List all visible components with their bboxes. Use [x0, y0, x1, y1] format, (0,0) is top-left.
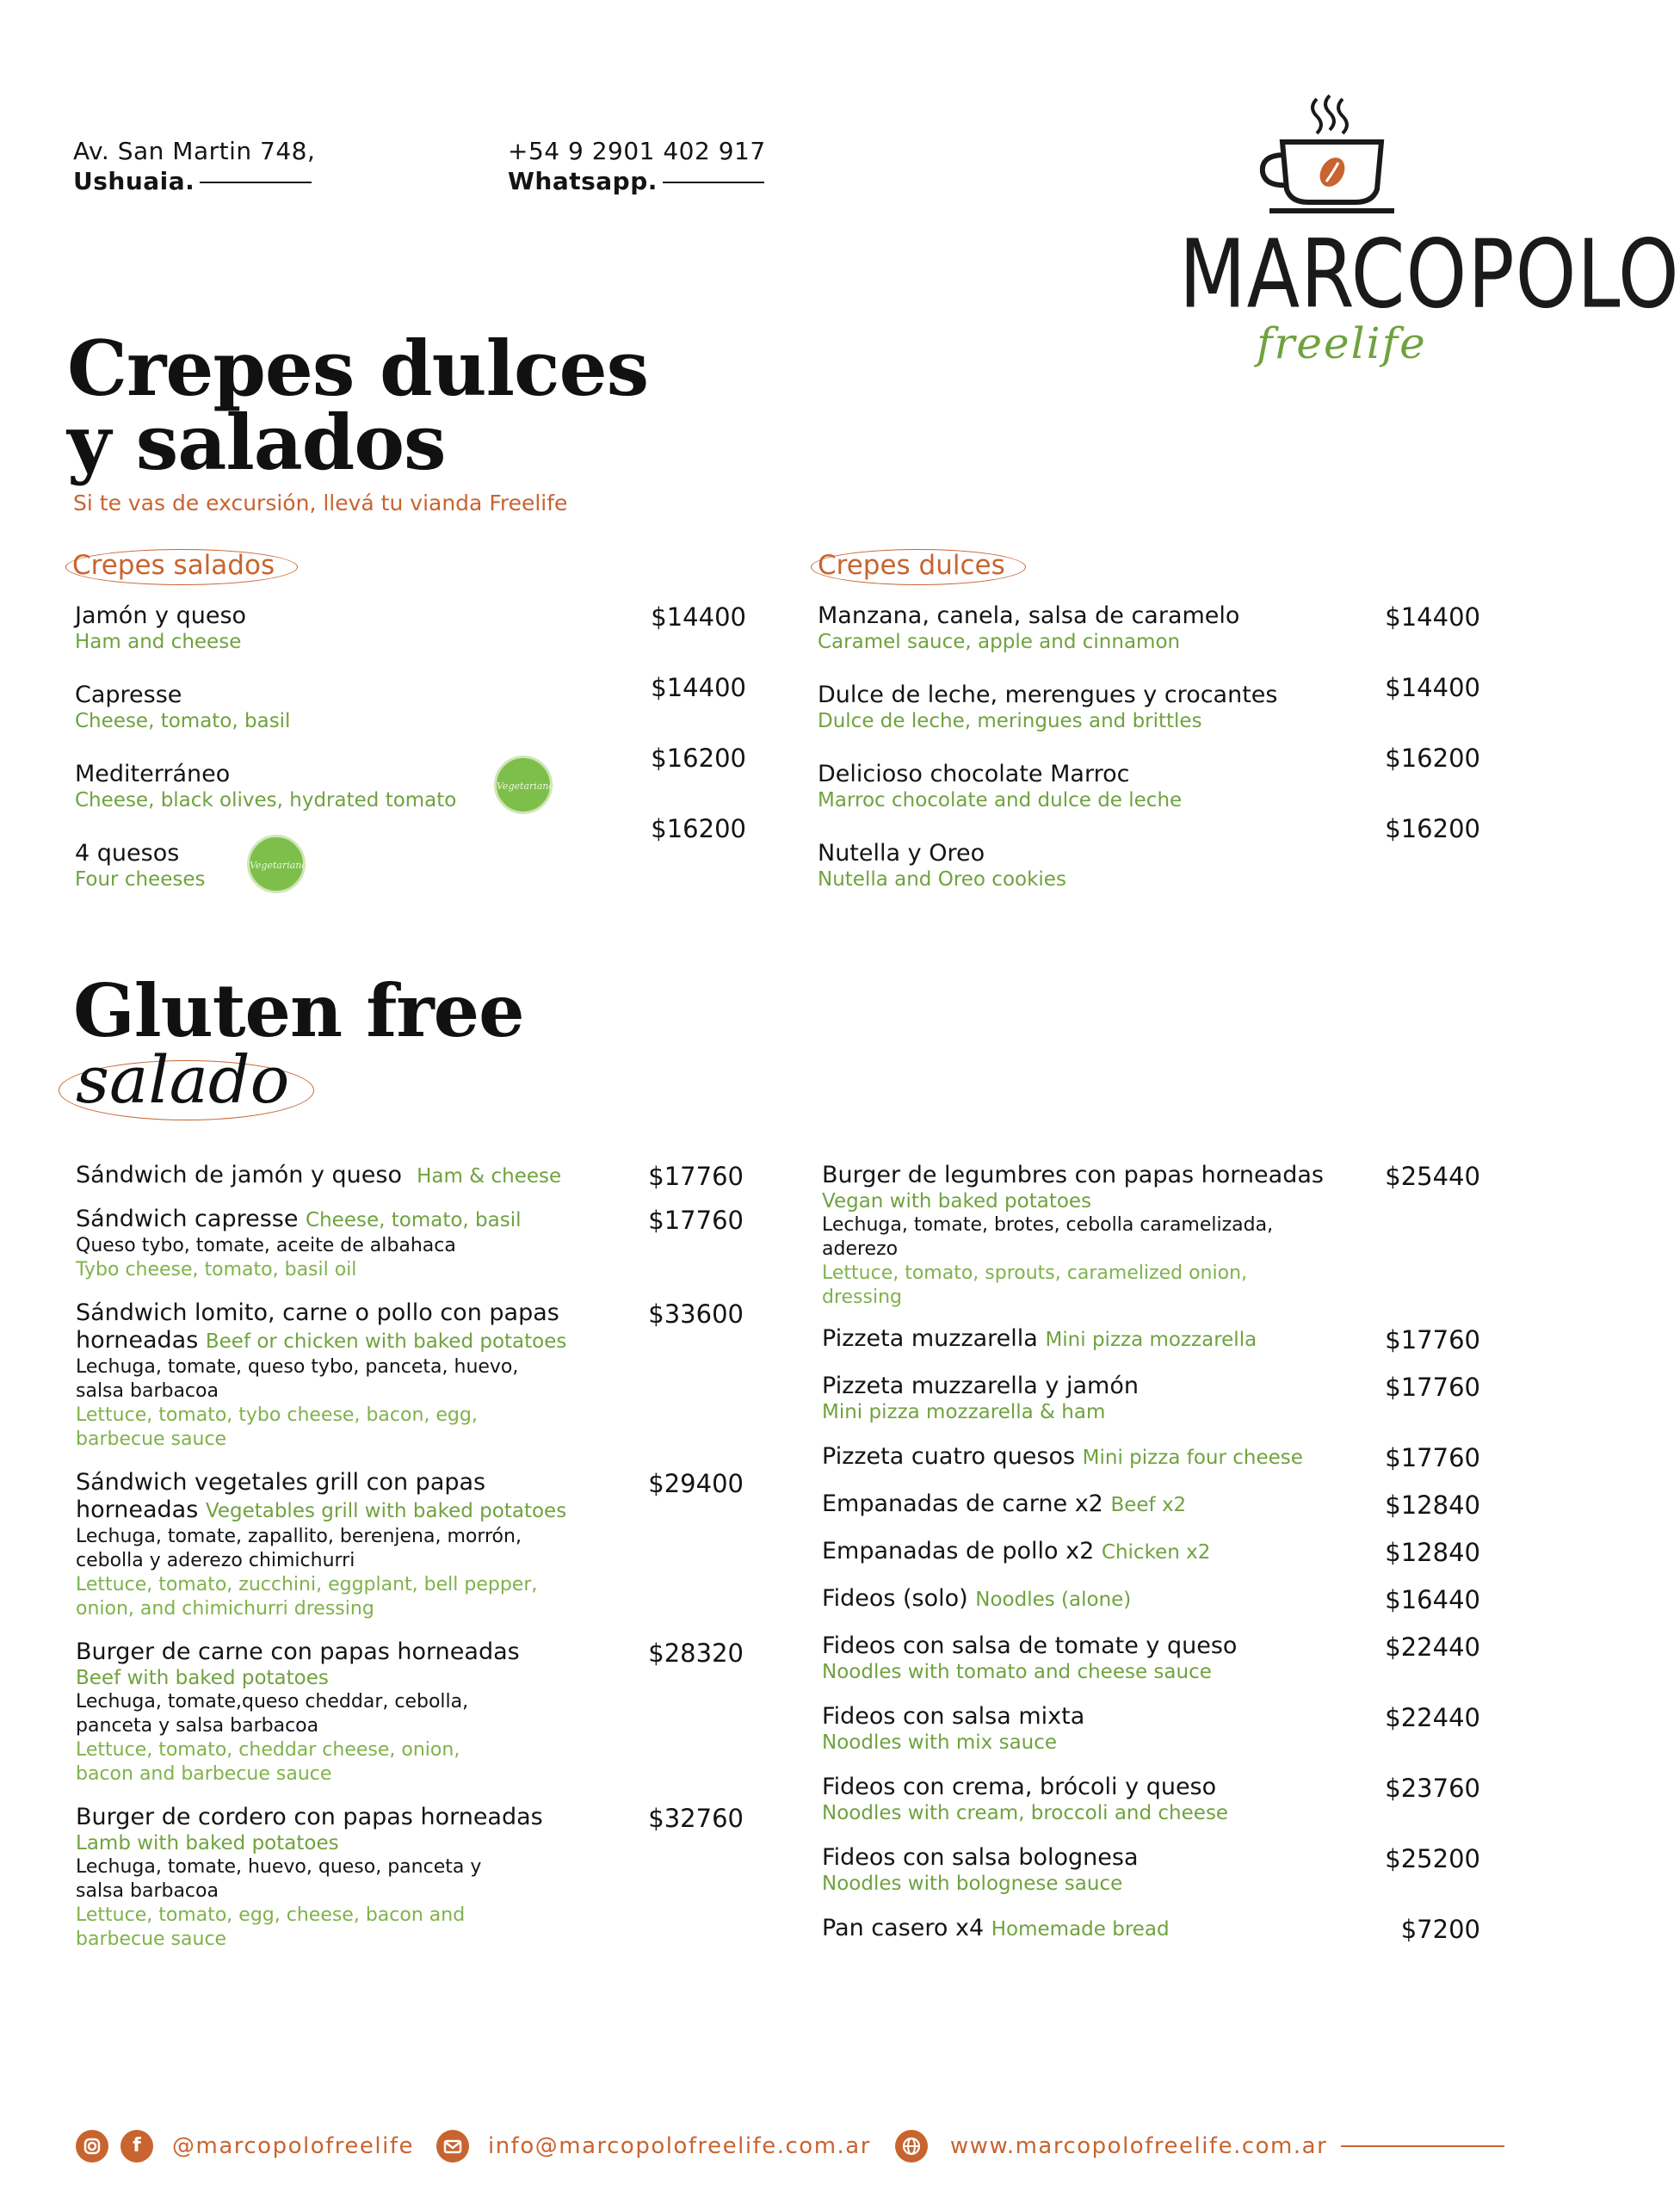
item-translation: Ham and cheese — [75, 631, 242, 653]
list-item — [822, 1373, 1480, 1443]
item-price: $22440 — [1385, 1703, 1480, 1732]
item-name: Jamón y queso — [75, 602, 247, 629]
coffee-cup-icon — [1244, 90, 1416, 219]
item-name: Capresse — [75, 682, 182, 708]
item-description-en: barbecue sauce — [76, 1928, 227, 1950]
list-item — [822, 1162, 1480, 1310]
item-name: Dulce de leche, merengues y crocantes — [818, 682, 1278, 708]
list-item — [76, 1299, 744, 1452]
gf-left-list — [76, 1162, 744, 1952]
item-price: $14400 — [651, 602, 746, 632]
list-item — [822, 1325, 1480, 1373]
item-price: $16200 — [1385, 744, 1480, 773]
facebook-icon[interactable]: f — [120, 2130, 153, 2163]
title-line: Crepes dulces — [67, 324, 649, 413]
email-link[interactable]: info@marcopolofreelife.com.ar — [487, 2133, 871, 2159]
item-price: $17760 — [1385, 1325, 1480, 1355]
item-translation: Cheese, tomato, basil — [306, 1209, 522, 1231]
item-price: $25200 — [1385, 1844, 1480, 1873]
footer-divider — [1341, 2145, 1504, 2147]
list-item — [822, 1774, 1480, 1844]
item-name: Manzana, canela, salsa de caramelo — [818, 602, 1240, 629]
item-translation: Vegan with baked potatoes — [822, 1190, 1092, 1213]
item-translation: Noodles with tomato and cheese sauce — [822, 1661, 1212, 1683]
item-description: cebolla y aderezo chimichurri — [76, 1550, 355, 1571]
item-name: Fideos con salsa de tomate y queso — [822, 1632, 1238, 1659]
item-name: Nutella y Oreo — [818, 840, 985, 867]
item-description-en: onion, and chimichurri dressing — [76, 1598, 374, 1620]
item-translation: Caramel sauce, apple and cinnamon — [818, 631, 1181, 653]
logo — [1179, 90, 1680, 392]
list-item — [822, 1585, 1480, 1632]
instagram-icon[interactable] — [76, 2130, 108, 2163]
item-description-en: Lettuce, tomato, zucchini, eggplant, bell pepper, — [76, 1574, 538, 1595]
address-block — [73, 136, 315, 196]
item-description: Queso tybo, tomate, aceite de albahaca — [76, 1235, 456, 1256]
badge-text: Vegetariano — [250, 860, 308, 871]
list-item — [75, 744, 746, 840]
website-link[interactable]: www.marcopolofreelife.com.ar — [949, 2133, 1328, 2159]
item-name: Pizzeta muzzarella — [822, 1325, 1038, 1352]
list-item — [76, 1804, 744, 1952]
item-translation: Beef or chicken with baked potatoes — [205, 1330, 567, 1353]
item-name: Sándwich lomito, carne o pollo con papas — [76, 1299, 559, 1326]
item-description-en: barbecue sauce — [76, 1429, 227, 1450]
item-price: $17760 — [648, 1162, 744, 1191]
item-translation: Cheese, black olives, hydrated tomato — [75, 789, 457, 811]
item-translation: Beef x2 — [1110, 1494, 1187, 1516]
item-description-en: dressing — [822, 1287, 903, 1308]
list-item — [75, 814, 746, 919]
list-item — [822, 1443, 1480, 1490]
dulces-list — [818, 602, 1480, 919]
item-name: Sándwich de jamón y queso — [76, 1162, 402, 1188]
item-translation: Beef with baked potatoes — [76, 1667, 329, 1689]
page-title — [67, 324, 649, 487]
item-name: Empanadas de pollo x2 — [822, 1538, 1095, 1564]
item-translation: Mini pizza mozzarella — [1045, 1329, 1257, 1351]
social-handle[interactable]: @marcopolofreelife — [172, 2133, 414, 2159]
item-name: Fideos con salsa mixta — [822, 1703, 1085, 1730]
item-description: aderezo — [822, 1238, 899, 1260]
item-description: salsa barbacoa — [76, 1880, 219, 1902]
item-description-en: bacon and barbecue sauce — [76, 1763, 332, 1785]
list-item — [76, 1469, 744, 1621]
item-price: $16200 — [651, 814, 746, 843]
item-description-en: Tybo cheese, tomato, basil oil — [76, 1259, 357, 1280]
list-item — [76, 1162, 744, 1190]
item-translation: Dulce de leche, meringues and brittles — [818, 710, 1202, 732]
vegetarian-badge-icon — [247, 835, 306, 893]
item-price: $14400 — [1385, 602, 1480, 632]
item-name: horneadas — [76, 1496, 199, 1523]
item-translation: Ham & cheese — [417, 1165, 562, 1188]
item-price: $16200 — [1385, 814, 1480, 843]
item-price: $16200 — [651, 744, 746, 773]
city-label: Ushuaia. — [73, 167, 195, 195]
item-translation: Cheese, tomato, basil — [75, 710, 291, 732]
item-name: Delicioso chocolate Marroc — [818, 761, 1130, 787]
gluten-free-subtitle: salado — [76, 1041, 290, 1118]
item-price: $17760 — [1385, 1443, 1480, 1472]
list-item — [822, 1632, 1480, 1703]
footer — [76, 2126, 1504, 2167]
item-price: $25440 — [1385, 1162, 1480, 1191]
item-translation: Nutella and Oreo cookies — [818, 868, 1066, 891]
item-price: $17760 — [1385, 1373, 1480, 1402]
logo-wordmark: MARCOPOLO — [1179, 219, 1680, 330]
item-price: $32760 — [648, 1804, 744, 1833]
list-item — [822, 1844, 1480, 1915]
list-item — [76, 1206, 744, 1282]
item-price: $17760 — [648, 1206, 744, 1235]
list-item — [818, 814, 1480, 919]
item-name: Mediterráneo — [75, 761, 231, 787]
globe-icon[interactable] — [895, 2130, 928, 2163]
address-line: Av. San Martin 748, — [73, 137, 316, 165]
item-description: Lechuga, tomate,queso cheddar, cebolla, — [76, 1691, 469, 1712]
item-name: 4 quesos — [75, 840, 180, 867]
list-item — [818, 673, 1480, 761]
list-item — [75, 673, 746, 761]
phone-block — [508, 136, 766, 196]
title-line: y salados — [67, 398, 446, 487]
item-price: $33600 — [648, 1299, 744, 1329]
item-translation: Noodles with mix sauce — [822, 1731, 1058, 1754]
item-price: $23760 — [1385, 1774, 1480, 1803]
vegetarian-badge-icon — [494, 756, 553, 814]
item-name: Pizzeta cuatro quesos — [822, 1443, 1076, 1470]
item-translation: Noodles (alone) — [975, 1589, 1132, 1611]
list-item — [822, 1703, 1480, 1774]
list-item — [818, 602, 1480, 682]
mail-icon[interactable] — [436, 2130, 469, 2163]
whatsapp-label: Whatsapp. — [508, 167, 658, 195]
item-description-en: Lettuce, tomato, tybo cheese, bacon, egg, — [76, 1404, 478, 1426]
item-translation: Noodles with cream, broccoli and cheese — [822, 1802, 1229, 1824]
list-item — [822, 1915, 1480, 1962]
item-name: horneadas — [76, 1327, 199, 1354]
item-translation: Lamb with baked potatoes — [76, 1832, 339, 1854]
section-label-dulces: Crepes dulces — [818, 550, 1005, 581]
item-description: Lechuga, tomate, huevo, queso, panceta y — [76, 1856, 482, 1878]
item-price: $12840 — [1385, 1490, 1480, 1520]
item-description-en: Lettuce, tomato, egg, cheese, bacon and — [76, 1904, 466, 1926]
item-translation: Chicken x2 — [1101, 1541, 1211, 1564]
divider — [663, 182, 764, 183]
item-translation: Noodles with bolognese sauce — [822, 1873, 1123, 1895]
item-description-en: Lettuce, tomato, sprouts, caramelized onion, — [822, 1262, 1248, 1284]
item-name: Sándwich vegetales grill con papas — [76, 1469, 486, 1496]
phone-number[interactable]: +54 9 2901 402 917 — [508, 137, 766, 165]
item-name: Empanadas de carne x2 — [822, 1490, 1103, 1517]
item-name: Burger de carne con papas horneadas — [76, 1638, 520, 1665]
item-description: panceta y salsa barbacoa — [76, 1715, 319, 1737]
item-name: Pizzeta muzzarella y jamón — [822, 1373, 1139, 1399]
item-translation: Four cheeses — [75, 868, 206, 891]
divider — [200, 182, 312, 183]
item-translation: Marroc chocolate and dulce de leche — [818, 789, 1183, 811]
item-price: $14400 — [651, 673, 746, 702]
item-name: Fideos (solo) — [822, 1585, 968, 1612]
item-price: $12840 — [1385, 1538, 1480, 1567]
item-translation: Mini pizza four cheese — [1082, 1447, 1303, 1469]
item-translation: Homemade bread — [991, 1918, 1170, 1941]
item-name: Fideos con crema, brócoli y queso — [822, 1774, 1217, 1800]
item-description: salsa barbacoa — [76, 1380, 219, 1402]
item-name: Pan casero x4 — [822, 1915, 985, 1941]
list-item — [822, 1490, 1480, 1538]
salados-list — [75, 602, 746, 919]
item-price: $22440 — [1385, 1632, 1480, 1662]
item-name: Sándwich capresse — [76, 1206, 299, 1232]
badge-text: Vegetariano — [497, 781, 555, 792]
crepes-subtitle: Si te vas de excursión, llevá tu vianda Freelife — [73, 491, 568, 515]
item-name: Fideos con salsa bolognesa — [822, 1844, 1139, 1871]
item-price: $7200 — [1400, 1915, 1480, 1944]
item-name: Burger de cordero con papas horneadas — [76, 1804, 543, 1830]
list-item — [76, 1638, 744, 1786]
list-item — [822, 1538, 1480, 1585]
item-price: $16440 — [1385, 1585, 1480, 1614]
item-description-en: Lettuce, tomato, cheddar cheese, onion, — [76, 1739, 460, 1761]
item-description: Lechuga, tomate, zapallito, berenjena, morrón, — [76, 1526, 522, 1547]
item-name: Burger de legumbres con papas horneadas — [822, 1162, 1324, 1188]
logo-tagline: freelife — [1257, 318, 1427, 368]
list-item — [75, 602, 746, 682]
item-price: $14400 — [1385, 673, 1480, 702]
item-translation: Vegetables grill with baked potatoes — [205, 1500, 567, 1522]
gluten-free-title: Gluten free — [73, 968, 524, 1053]
gf-right-list — [822, 1162, 1480, 1962]
list-item — [818, 744, 1480, 840]
item-price: $29400 — [648, 1469, 744, 1498]
item-price: $28320 — [648, 1638, 744, 1668]
section-label-salados: Crepes salados — [72, 550, 275, 581]
item-translation: Mini pizza mozzarella & ham — [822, 1401, 1106, 1423]
item-description: Lechuga, tomate, queso tybo, panceta, huevo, — [76, 1356, 519, 1378]
item-description: Lechuga, tomate, brotes, cebolla caramelizada, — [822, 1214, 1274, 1236]
